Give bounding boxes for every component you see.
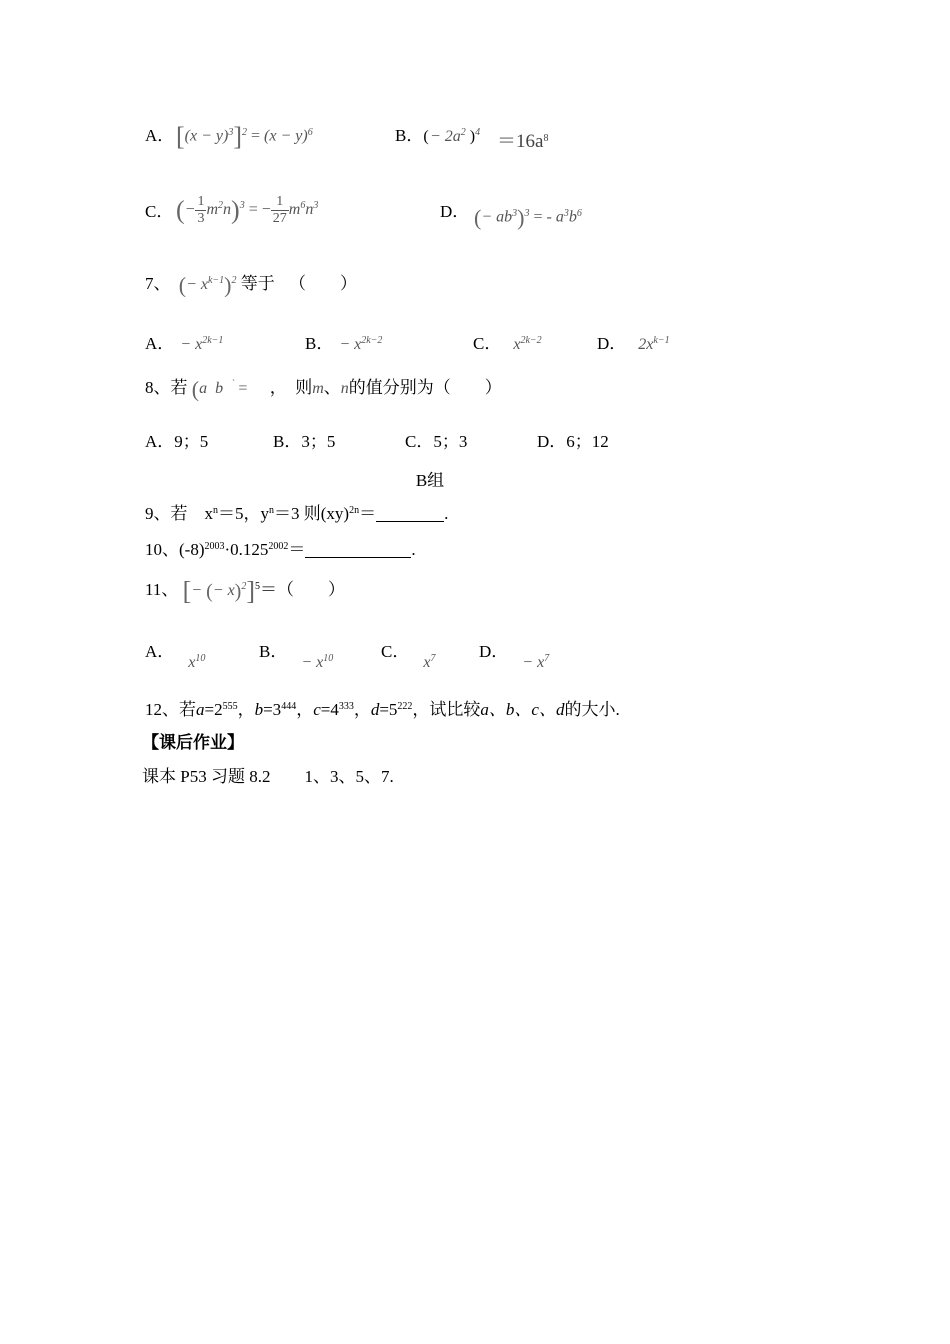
q8-option-a: A．9；5 xyxy=(145,432,209,451)
q11-stem: 11、 [− (− x)$^2$]$^5$＝（ ） xyxy=(145,576,346,606)
q6-option-b-label-row: B．( xyxy=(395,126,429,145)
q9-prefix: 9、若 x xyxy=(145,504,213,523)
q6-option-b-rhs-exp: 8 xyxy=(543,133,549,144)
q10 xyxy=(145,538,416,562)
q8-text2: 的值分别为（ ） xyxy=(348,378,502,397)
q12-var-c: c xyxy=(313,700,321,719)
group-b-heading: B组 xyxy=(415,471,445,490)
homework-title: 【课后作业】 xyxy=(142,733,244,752)
homework-text: 课本 P53 习题 8.2 1、3、5、7. xyxy=(142,767,394,786)
q12-c-val: =4 xyxy=(320,700,339,719)
q7-option-d-label: D． xyxy=(597,334,627,353)
q11-option-a-label: A． xyxy=(145,642,175,661)
q12-list: a、b、c、d xyxy=(480,700,565,719)
q9-exp1: n xyxy=(213,505,218,516)
q7-option-b: B． − $x^{2k-2}$ xyxy=(305,334,383,353)
q12-b-exp: 444 xyxy=(281,701,297,712)
q12-suffix: ，试比较 xyxy=(412,700,481,719)
q10-end: . xyxy=(411,540,416,559)
q7-option-c-label: C． xyxy=(473,334,502,353)
q9-exp2: n xyxy=(269,505,274,516)
q8-var-n: n xyxy=(340,380,349,397)
q7-formula: (− $x^{k-1})^2$ xyxy=(178,272,237,298)
q12-var-b: b xyxy=(254,700,264,719)
q12: 12、若$a=2^{555}$，$b=3^{444}$，$c=4^{333}$，$d=5^{222}$，试比较a、b、c、d的大小. xyxy=(145,700,620,719)
q6-row-c xyxy=(145,200,173,224)
q8-option-b: B．3；5 xyxy=(273,432,336,451)
q8-var-m: m xyxy=(312,380,324,397)
q10-answer-blank[interactable] xyxy=(305,539,411,558)
q12-prefix: 12、若 xyxy=(145,700,196,719)
q10-prefix: 10、(-8) xyxy=(145,540,205,559)
q11-option-d: D．− $x^7$ xyxy=(479,642,550,671)
q7-option-a-label: A． xyxy=(145,334,175,353)
q6-option-a-label: A． xyxy=(145,126,175,145)
q6-option-b-formula: − $2a^2$ )$^4$ xyxy=(430,127,481,145)
q10-exp2: 2002 xyxy=(268,541,289,552)
q11-number: 11、 xyxy=(145,580,179,599)
q6-option-d-label: D． xyxy=(440,202,470,221)
q7-text: 等于 xyxy=(240,274,275,293)
q7-paren: （ ） xyxy=(289,274,357,293)
q11-option-b: B．− $x^{10}$ xyxy=(259,642,334,671)
q11-option-d-label: D． xyxy=(479,642,509,661)
q11-option-c-label: C． xyxy=(381,642,410,661)
q11-option-b-label: B． xyxy=(259,642,288,661)
q11-option-c: C．$x^7$ xyxy=(381,642,436,671)
q6-option-c-label: C． xyxy=(145,202,174,221)
q9-exp3: 2n xyxy=(349,505,360,516)
q9-mid2: ＝3 则(xy) xyxy=(274,504,350,523)
q6-option-b-rhs-text: ＝16a xyxy=(497,131,544,152)
q12-a-exp: 555 xyxy=(222,701,238,712)
q7-option-a: A． − $x^{2k-1}$ xyxy=(145,334,224,353)
q6-option-c-formula: (− $\frac{1}{3}$ $m^2n)^3$ = − $\frac{1}{27}$ $m^6n^3$ xyxy=(176,194,319,226)
q10-exp1: 2003 xyxy=(204,541,225,552)
q9-answer-blank[interactable] xyxy=(376,503,444,522)
q8-text1: ， 则 xyxy=(269,378,313,397)
q7-stem xyxy=(145,272,357,297)
q6-row-d xyxy=(440,200,469,224)
q6-option-b-label: B． xyxy=(395,126,424,145)
q11-formula: [− (− x)$^2$] xyxy=(182,576,256,606)
q9-mid1: ＝5，y xyxy=(218,504,269,523)
q12-end: 的大小. xyxy=(564,700,620,719)
q12-var-a: a xyxy=(196,700,205,719)
q6-row-ab xyxy=(145,124,174,148)
q8-number: 8、若 xyxy=(145,378,188,397)
q10-mid: ·0.125 xyxy=(224,540,269,559)
q9-end: . xyxy=(444,504,449,523)
q8-formula: (a b ` = xyxy=(191,376,248,402)
q8-stem xyxy=(145,376,502,401)
q7-option-c: C． $x^{2k-2}$ xyxy=(473,334,542,353)
q11-option-a: A．$x^{10}$ xyxy=(145,642,206,671)
q12-var-d: d xyxy=(370,700,380,719)
q9 xyxy=(145,502,448,526)
q12-d-val: =5 xyxy=(379,700,398,719)
q12-a-val: =2 xyxy=(204,700,223,719)
q7-number: 7、 xyxy=(145,274,171,293)
q12-c-exp: 333 xyxy=(338,701,354,712)
q7-option-d: D． $2x^{k-1}$ xyxy=(597,334,670,353)
q8-option-d: D．6；12 xyxy=(537,432,609,451)
q8-option-c: C．5；3 xyxy=(405,432,468,451)
q6-option-b-rhs xyxy=(497,126,548,153)
q8-sep: 、 xyxy=(323,378,341,397)
q6-option-d-formula: (− $ab^3)^3$ = - $a^3b^6$ xyxy=(474,205,582,230)
q12-d-exp: 222 xyxy=(397,701,413,712)
q10-suffix: ＝ xyxy=(288,540,306,559)
q12-b-val: =3 xyxy=(263,700,282,719)
q7-option-b-label: B． xyxy=(305,334,334,353)
q6-option-a-formula: $[(x - y)^3]^2 = (x - y)^6$ xyxy=(176,122,313,151)
q11-tail: ＝（ ） xyxy=(260,580,346,599)
q9-suffix: ＝ xyxy=(359,504,377,523)
